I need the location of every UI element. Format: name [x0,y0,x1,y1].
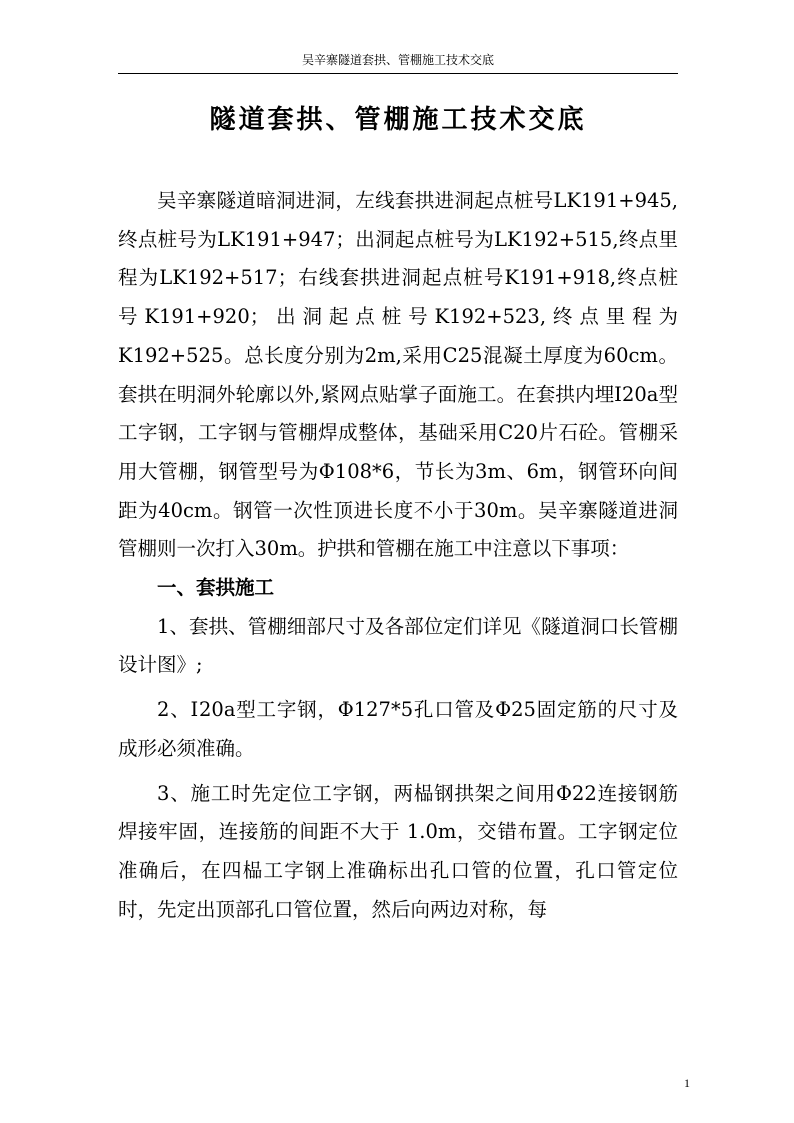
section-heading: 一、套拱施工 [157,576,275,600]
list-item: 1、套拱、管棚细部尺寸及各部位定们详见《隧道洞口长管棚设计图》; [118,614,678,677]
document-body [118,182,678,929]
intro-paragraph: 吴辛寨隧道暗洞进洞，左线套拱进洞起点桩号LK191+945,终点桩号为LK191+947；出洞起点桩号为LK192+515,终点里程为LK192+517；右线套拱进洞起点桩号K191+918,终点桩号K191+920；出洞起点桩号K192+523,终点里程为K192+525。总长度分别为2m,采用C25混凝土厚度为60cm。套拱在明洞外轮廓以外,紧网点贴掌子面施工。在套拱内埋Ⅰ20a型工字钢，工字钢与管棚焊成整体，基础采用C20片石砼。管棚采用大管棚，钢管型号为Φ108*6，节长为3m、6m，钢管环向间距为40cm。钢管一次性顶进长度不小于30m。吴辛寨隧道进洞管棚则一次打入30m。护拱和管棚在施工中注意以下事项： [118,189,678,561]
list-item: 2、Ⅰ20a型工字钢，Φ127*5孔口管及Φ25固定筋的尺寸及成形必须准确。 [118,698,678,760]
list-item: 3、施工时先定位工字钢，两榀钢拱架之间用Φ22连接钢筋焊接牢固，连接筋的间距不大于 1.0m，交错布置。工字钢定位准确后，在四榀工字钢上准确标出孔口管的位置，孔口管定位时，先定出顶部孔口管位置，然后向两边对称，每 [118,781,678,921]
page-header: 吴辛寨隧道套拱、管棚施工技术交底 [301,53,494,67]
page-number: 1 [684,1076,690,1090]
document-title: 隧道套拱、管棚施工技术交底 [209,105,587,135]
header-rule [118,73,678,74]
